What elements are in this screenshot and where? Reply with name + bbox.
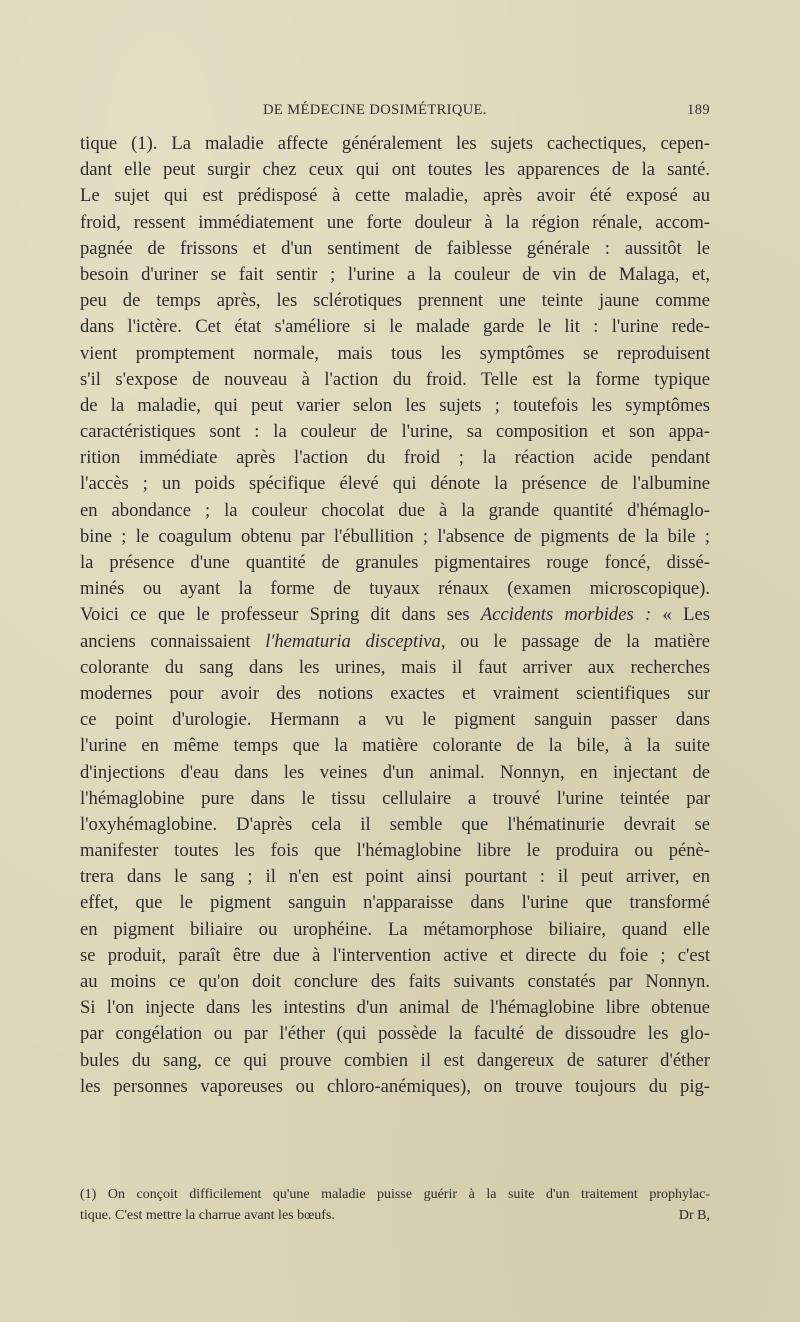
text-line: s'il s'expose de nouveau à l'action du froid. Telle est la forme typique <box>80 368 710 390</box>
text-line: l'hémaglobine pure dans le tissu cellulaire a trouvé l'urine teintée par <box>80 787 710 809</box>
footnote-line: (1) On conçoit difficilement qu'une maladie puisse guérir à la suite d'un traitement prophylac- <box>80 1187 710 1202</box>
text-line: les personnes vaporeuses ou chloro-anémiques), on trouve toujours du pig- <box>80 1075 710 1097</box>
text-line: caractéristiques sont : la couleur de l'urine, sa composition et son appa- <box>80 421 710 443</box>
text-line: dant elle peut surgir chez ceux qui ont toutes les apparences de la santé. <box>80 159 710 181</box>
text-line: tique (1). La maladie affecte généralement les sujets cachectiques, cepen- <box>80 133 710 154</box>
text-line-mixed <box>80 602 710 628</box>
text-line: en abondance ; la couleur chocolat due à la grande quantité d'hémaglo- <box>80 499 710 521</box>
text-line: pagnée de frissons et d'un sentiment de faiblesse générale : aussitôt le <box>80 237 710 259</box>
footnote-signature: Dr B, <box>678 1207 710 1223</box>
text-line: besoin d'uriner se fait sentir ; l'urine a la couleur de vin de Malaga, et, <box>80 263 710 285</box>
text-line: de la maladie, qui peut varier selon les sujets ; toutefois les symptômes <box>80 394 710 416</box>
text-line: peu de temps après, les sclérotiques prennent une teinte jaune comme <box>80 290 710 312</box>
text-segment: « Les <box>662 604 710 626</box>
text-line: froid, ressent immédiatement une forte douleur à la région rénale, accom- <box>80 211 710 233</box>
body-text <box>80 131 710 1100</box>
text-line: manifester toutes les fois que l'hémaglobine libre le produira ou pénè- <box>80 840 710 862</box>
footnote-line: tique. C'est mettre la charrue avant les bœufs. <box>80 1207 335 1223</box>
text-line: l'oxyhémaglobine. D'après cela il semble que l'hématinurie devrait se <box>80 813 710 835</box>
text-line: minés ou ayant la forme de tuyaux rénaux (examen microscopique). <box>80 578 710 600</box>
text-line: l'urine en même temps que la matière colorante de la bile, à la suite <box>80 735 710 757</box>
running-head <box>80 102 710 124</box>
text-line: vient promptement normale, mais tous les symptômes se reproduisent <box>80 342 710 364</box>
text-line: se produit, paraît être due à l'intervention active et directe du foie ; c'est <box>80 944 710 966</box>
text-segment: Voici ce que le professeur Spring dit dans ses <box>80 604 470 626</box>
text-line: d'injections d'eau dans les veines d'un animal. Nonnyn, en injectant de <box>80 761 710 783</box>
running-title: DE MÉDECINE DOSIMÉTRIQUE. <box>263 102 487 118</box>
footnote-last-line <box>80 1206 710 1227</box>
text-segment: anciens connaissaient <box>80 630 251 652</box>
page-number: 189 <box>687 102 710 118</box>
text-line: rition immédiate après l'action du froid ; la réaction acide pendant <box>80 447 710 469</box>
text-line: bine ; le coagulum obtenu par l'ébullition ; l'absence de pigments de la bile ; <box>80 525 710 547</box>
text-line: modernes pour avoir des notions exactes et vraiment scientifiques sur <box>80 682 710 704</box>
footnote <box>80 1185 710 1226</box>
text-line: bules du sang, ce qui prouve combien il est dangereux de saturer d'éther <box>80 1049 710 1071</box>
text-line: l'accès ; un poids spécifique élevé qui dénote la présence de l'albumine <box>80 473 710 495</box>
text-line: dans l'ictère. Cet état s'améliore si le malade garde le lit : l'urine rede- <box>80 316 710 338</box>
text-line: trera dans le sang ; il n'en est point ainsi pourtant : il peut arriver, en <box>80 866 710 888</box>
text-line: en pigment biliaire ou urophéine. La métamorphose biliaire, quand elle <box>80 918 710 940</box>
text-line: ce point d'urologie. Hermann a vu le pigment sanguin passer dans <box>80 709 710 731</box>
text-line: au moins ce qu'on doit conclure des faits suivants constatés par Nonnyn. <box>80 971 710 992</box>
text-line: par congélation ou par l'éther (qui possède la faculté de dissoudre les glo- <box>80 1023 710 1045</box>
text-line: Le sujet qui est prédisposé à cette maladie, après avoir été exposé au <box>80 185 710 207</box>
text-line: Si l'on injecte dans les intestins d'un animal de l'hémaglobine libre obtenue <box>80 997 710 1019</box>
text-segment: ou le passage de la matière <box>460 630 710 652</box>
italic-title: Accidents morbides : <box>480 604 652 626</box>
italic-term: l'hematuria disceptiva, <box>265 630 446 652</box>
text-line: colorante du sang dans les urines, mais il faut arriver aux recherches <box>80 656 710 678</box>
text-line: la présence d'une quantité de granules pigmentaires rouge foncé, dissé- <box>80 552 710 573</box>
text-line: effet, que le pigment sanguin n'apparaisse dans l'urine que transformé <box>80 892 710 914</box>
text-line-mixed <box>80 629 710 655</box>
